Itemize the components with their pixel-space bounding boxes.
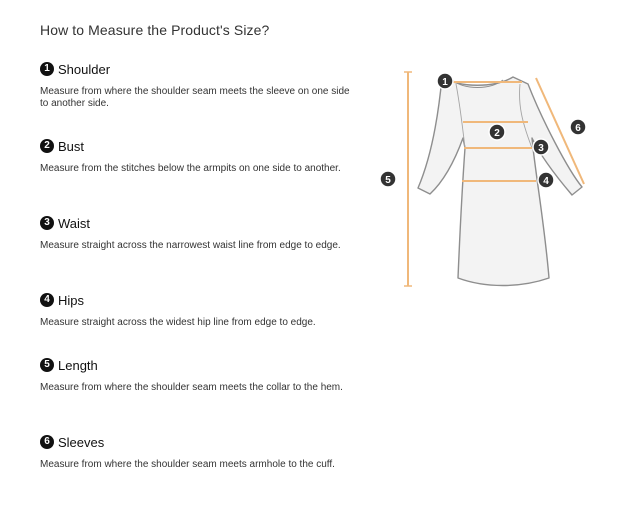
- marker-1: [437, 73, 453, 89]
- page-title: How to Measure the Product's Size?: [40, 22, 270, 38]
- number-badge: 3: [40, 216, 54, 230]
- number-badge: 1: [40, 62, 54, 76]
- number-badge: 6: [40, 435, 54, 449]
- marker-label: 3: [538, 143, 544, 154]
- section-heading: [40, 356, 350, 374]
- section-heading: [40, 433, 350, 451]
- marker-2: [489, 124, 505, 140]
- section-description: Measure straight across the narrowest waist line from edge to edge.: [40, 240, 341, 251]
- marker-label: 4: [543, 176, 549, 187]
- section-heading: [40, 214, 350, 232]
- marker-4: [538, 172, 554, 188]
- section-heading: [40, 60, 350, 78]
- section-title: Bust: [58, 138, 85, 154]
- marker-6: [570, 119, 586, 135]
- section-description: Measure from where the shoulder seam meets the sleeve on one side to another side.: [40, 86, 350, 109]
- section-title: Shoulder: [58, 61, 111, 77]
- section-description: Measure straight across the widest hip line from edge to edge.: [40, 317, 316, 328]
- marker-label: 1: [442, 77, 448, 88]
- section-title: Sleeves: [58, 434, 105, 450]
- measure-section-waist: [40, 214, 350, 252]
- measure-section-sleeves: [40, 433, 350, 471]
- marker-5: [380, 171, 396, 187]
- marker-3: [533, 139, 549, 155]
- section-description: Measure from the stitches below the armpits on one side to another.: [40, 163, 341, 174]
- section-title: Length: [58, 357, 98, 373]
- section-heading: [40, 137, 350, 155]
- number-badge: 5: [40, 358, 54, 372]
- measure-section-shoulder: [40, 60, 350, 110]
- section-title: Hips: [58, 292, 85, 308]
- section-heading: [40, 291, 350, 309]
- measure-section-hips: [40, 291, 350, 329]
- section-title: Waist: [58, 215, 91, 231]
- section-description: Measure from where the shoulder seam meets armhole to the cuff.: [40, 459, 335, 470]
- section-description: Measure from where the shoulder seam meets the collar to the hem.: [40, 382, 343, 393]
- marker-label: 2: [494, 128, 500, 139]
- number-badge: 4: [40, 293, 54, 307]
- measure-section-length: [40, 356, 350, 394]
- measure-section-bust: [40, 137, 350, 175]
- marker-label: 6: [575, 123, 581, 134]
- dress-measurement-diagram: [370, 60, 600, 300]
- number-badge: 2: [40, 139, 54, 153]
- marker-label: 5: [385, 175, 391, 186]
